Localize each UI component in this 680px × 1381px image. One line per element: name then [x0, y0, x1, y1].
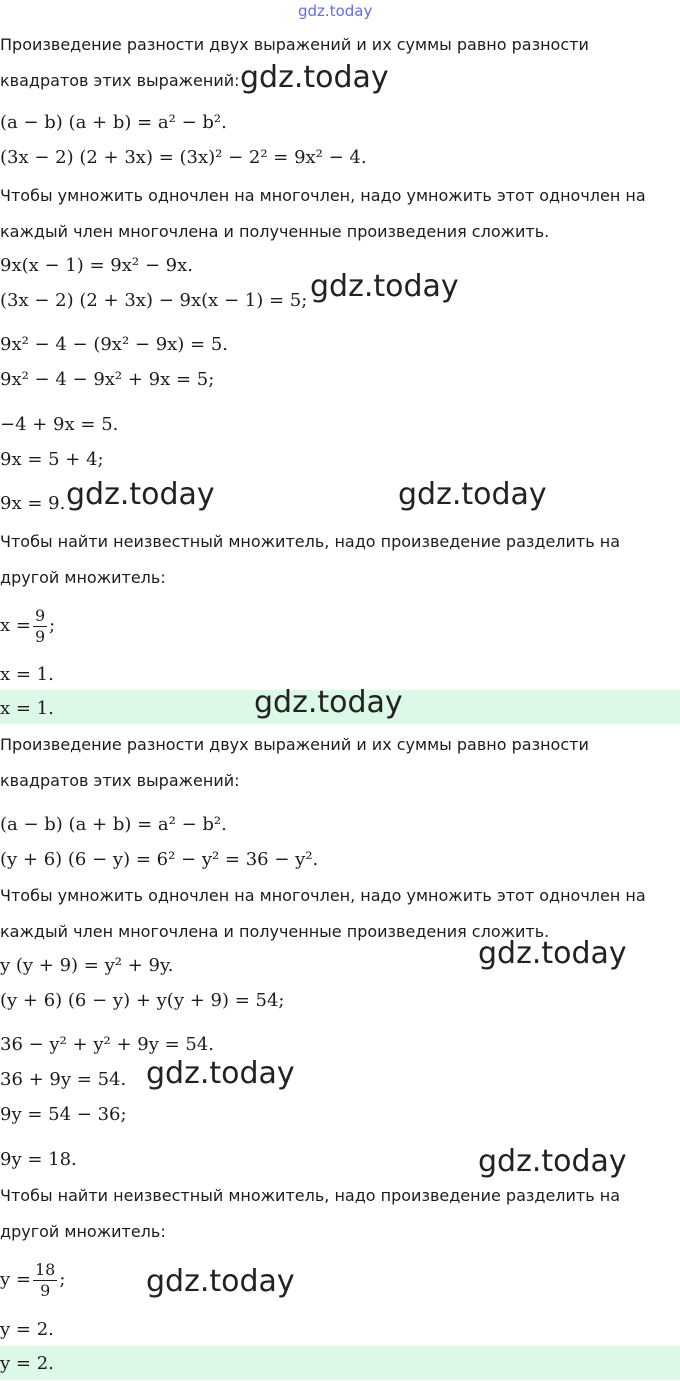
equation-line: 9y = 18. — [0, 1149, 77, 1170]
equation-line: −4 + 9x = 5. — [0, 414, 119, 435]
rule-text: Чтобы найти неизвестный множитель, надо произведение разделить на — [0, 532, 621, 551]
formula-line: (a − b) (a + b) = a² − b². — [0, 814, 227, 835]
rule-text: квадратов этих выражений: — [0, 71, 240, 90]
rule-text: Произведение разности двух выражений и их суммы равно разности — [0, 735, 589, 754]
fraction-tail: ; — [59, 1269, 66, 1290]
watermark-top: gdz.today — [298, 2, 373, 20]
result-line: x = 1. — [0, 664, 54, 685]
result-line: y = 2. — [0, 1319, 54, 1340]
watermark: gdz.today — [146, 1264, 295, 1299]
equation-line: 9x = 5 + 4; — [0, 449, 104, 470]
watermark: gdz.today — [254, 685, 403, 720]
equation-line: 9x² − 4 − (9x² − 9x) = 5. — [0, 334, 229, 355]
equation-line: 9x = 9. — [0, 493, 66, 514]
watermark: gdz.today — [310, 269, 459, 304]
watermark: gdz.today — [478, 936, 627, 971]
watermark: gdz.today — [146, 1056, 295, 1091]
equation-line: (y + 6) (6 − y) = 6² − y² = 36 − y². — [0, 849, 319, 870]
watermark: gdz.today — [240, 60, 389, 95]
equation-line: (y + 6) (6 − y) + y(y + 9) = 54; — [0, 990, 285, 1011]
fraction — [33, 606, 47, 647]
fraction-line — [0, 1258, 65, 1302]
fraction-tail: ; — [49, 615, 56, 636]
fraction-denominator: 9 — [34, 626, 46, 646]
answer-highlight — [0, 1346, 680, 1380]
watermark: gdz.today — [478, 1144, 627, 1179]
equation-line: 9x(x − 1) = 9x² − 9x. — [0, 255, 193, 276]
watermark: gdz.today — [66, 477, 215, 512]
fraction-numerator: 18 — [34, 1259, 56, 1279]
rule-text: Чтобы умножить одночлен на многочлен, надо умножить этот одночлен на — [0, 186, 646, 205]
equation-line: 9y = 54 − 36; — [0, 1104, 127, 1125]
rule-text: квадратов этих выражений: — [0, 771, 240, 790]
equation-line: y (y + 9) = y² + 9y. — [0, 955, 174, 976]
fraction-lhs: y = — [0, 1269, 31, 1290]
fraction — [33, 1260, 57, 1301]
rule-text: Произведение разности двух выражений и их суммы равно разности — [0, 35, 589, 54]
fraction-lhs: x = — [0, 615, 31, 636]
rule-text: другой множитель: — [0, 568, 166, 587]
fraction-numerator: 9 — [34, 605, 46, 625]
answer-line: x = 1. — [0, 698, 54, 719]
equation-line: 36 − y² + y² + 9y = 54. — [0, 1034, 215, 1055]
fraction-line — [0, 604, 55, 648]
rule-text: Чтобы умножить одночлен на многочлен, надо умножить этот одночлен на — [0, 886, 646, 905]
watermark: gdz.today — [398, 477, 547, 512]
equation-line: 9x² − 4 − 9x² + 9x = 5; — [0, 369, 215, 390]
fraction-denominator: 9 — [40, 1280, 51, 1300]
rule-text: каждый член многочлена и полученные произведения сложить. — [0, 922, 550, 941]
rule-text: Чтобы найти неизвестный множитель, надо произведение разделить на — [0, 1186, 621, 1205]
rule-text: другой множитель: — [0, 1222, 166, 1241]
answer-line: y = 2. — [0, 1353, 54, 1374]
equation-line: (3x − 2) (2 + 3x) − 9x(x − 1) = 5; — [0, 290, 308, 311]
formula-line: (a − b) (a + b) = a² − b². — [0, 112, 227, 133]
equation-line: 36 + 9y = 54. — [0, 1069, 127, 1090]
rule-text: каждый член многочлена и полученные произведения сложить. — [0, 222, 550, 241]
equation-line: (3x − 2) (2 + 3x) = (3x)² − 2² = 9x² − 4. — [0, 147, 367, 168]
